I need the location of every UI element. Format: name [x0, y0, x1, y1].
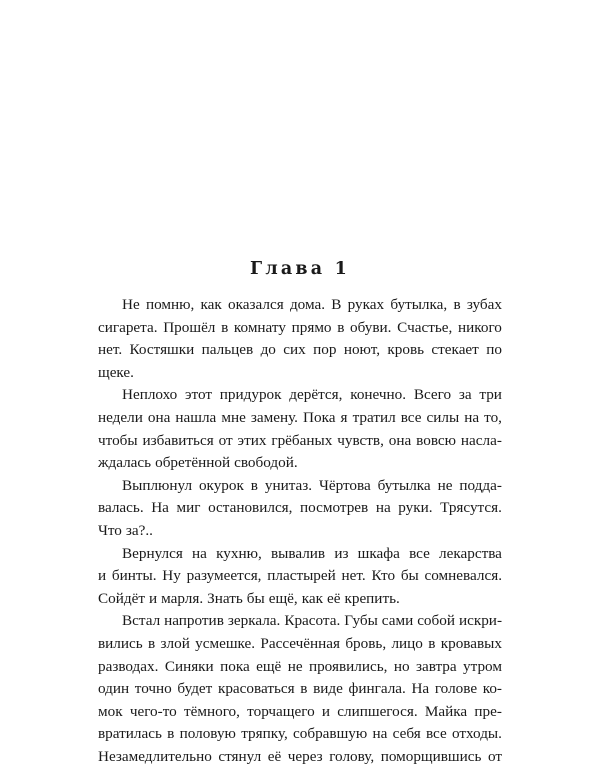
paragraph	[98, 294, 502, 384]
text-line: разводах. Синяки пока ещё не проявились, но завтра утром	[98, 657, 502, 675]
text-line: Выплюнул окурок в унитаз. Чёртова бутылка не подда-	[122, 476, 502, 494]
text-line: нет. Костяшки пальцев до сих пор ноют, кровь стекает по	[98, 341, 502, 359]
text-line: вились в злой усмешке. Рассечённая бровь, лицо в кровавых	[98, 634, 502, 652]
paragraph	[98, 384, 502, 474]
paragraph	[98, 610, 502, 768]
text-line: ждалась обретённой свободой.	[98, 454, 298, 472]
text-line: щеке.	[98, 363, 134, 381]
chapter-text	[98, 294, 502, 768]
chapter-title: Глава 1	[250, 259, 350, 279]
text-line: Неплохо этот придурок дерётся, конечно. Всего за три	[122, 386, 502, 404]
text-line: один точно будет красоваться в виде фингала. На голове ко-	[98, 680, 502, 698]
text-line: Что за?..	[98, 521, 153, 539]
text-line: Незамедлительно стянул её через голову, поморщившись от	[98, 747, 502, 765]
text-line: Встал напротив зеркала. Красота. Губы сами собой искри-	[122, 612, 502, 630]
text-line: Не помню, как оказался дома. В руках бутылка, в зубах	[122, 296, 502, 313]
text-line: валась. На миг остановился, посмотрев на руки. Трясутся.	[98, 499, 502, 517]
text-line: недели она нашла мне замену. Пока я тратил все силы на то,	[98, 408, 502, 426]
text-line: вратилась в половую тряпку, собравшую на себя все отходы.	[98, 725, 502, 743]
text-line: сигарета. Прошёл в комнату прямо в обуви. Счастье, никого	[98, 318, 502, 336]
text-line: Сойдёт и марля. Знать бы ещё, как её крепить.	[98, 589, 400, 607]
text-line: Вернулся на кухню, вывалив из шкафа все лекарства	[122, 544, 502, 562]
text-line: и бинты. Ну разумеется, пластырей нет. Кто бы сомневался.	[98, 567, 502, 585]
text-line: чтобы избавиться от этих грёбаных чувств, она вовсю насла-	[98, 431, 502, 449]
paragraph	[98, 475, 502, 543]
text-line: мок чего-то тёмного, торчащего и слипшегося. Майка пре-	[98, 702, 502, 720]
paragraph	[98, 543, 502, 611]
